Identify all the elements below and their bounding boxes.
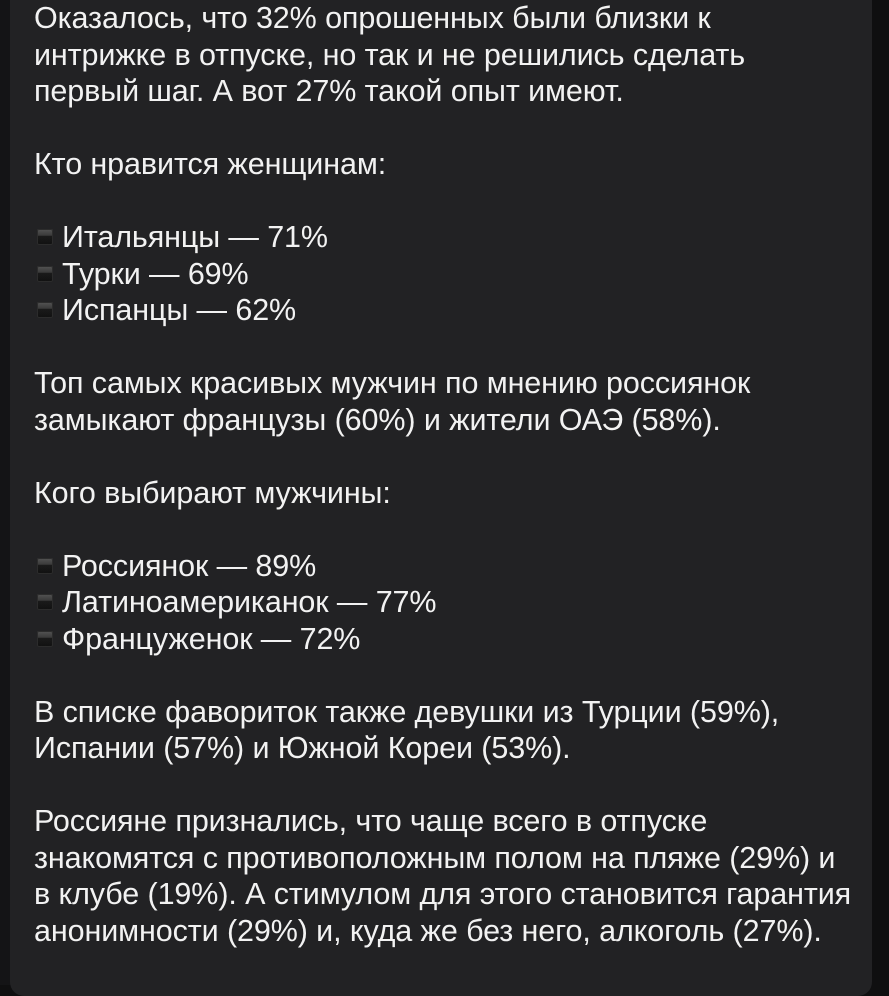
- list-item-text: Испанцы — 62%: [62, 293, 297, 327]
- black-medium-square-icon: [37, 266, 53, 282]
- list-item-text: Француженок — 72%: [62, 621, 361, 656]
- spacer: [34, 511, 872, 548]
- spacer: [34, 329, 872, 366]
- list-item-text: Латиноамериканок — 77%: [62, 585, 437, 619]
- black-medium-square-icon: [37, 594, 53, 610]
- spacer: [34, 657, 872, 694]
- men-heading: Кого выбирают мужчины:: [34, 475, 391, 510]
- women-top-paragraph: Топ самых красивых мужчин по мнению россиянок замыкают французы (60%) и жители ОАЭ (58%).: [34, 366, 751, 437]
- spacer: [34, 438, 872, 475]
- black-medium-square-icon: [37, 631, 53, 647]
- list-item: [34, 292, 872, 329]
- spacer: [34, 767, 872, 804]
- black-medium-square-icon: [37, 229, 53, 245]
- list-item: [34, 584, 872, 621]
- list-item-text: Россиянок — 89%: [62, 548, 317, 583]
- list-item: [34, 219, 872, 256]
- message-intro: Оказалось, что 32% опрошенных были близки к интрижке в отпуске, но так и не решились сделать первый шаг. А вот 27% такой опыт имеют.: [34, 1, 746, 108]
- list-item: [34, 256, 872, 293]
- black-medium-square-icon: [37, 302, 53, 318]
- spacer: [34, 183, 872, 220]
- message-outro: Россияне признались, что чаще всего в отпуске знакомятся с противоположным полом на пляже (29%) и в клубе (19%). А стимулом для этого становится гарантия анонимности (29%) и, куда же без него, алкоголь (27%).: [34, 804, 852, 948]
- list-item: [34, 548, 872, 585]
- list-item-text: Турки — 69%: [62, 256, 249, 291]
- men-favorites-paragraph: В списке фавориток также девушки из Турции (59%), Испании (57%) и Южной Кореи (53%).: [34, 694, 780, 765]
- message-bubble: [10, 0, 872, 996]
- black-medium-square-icon: [37, 558, 53, 574]
- list-item-text: Итальянцы — 71%: [62, 220, 328, 254]
- spacer: [34, 110, 872, 147]
- women-heading: Кто нравится женщинам:: [34, 147, 387, 181]
- list-item: [34, 621, 872, 658]
